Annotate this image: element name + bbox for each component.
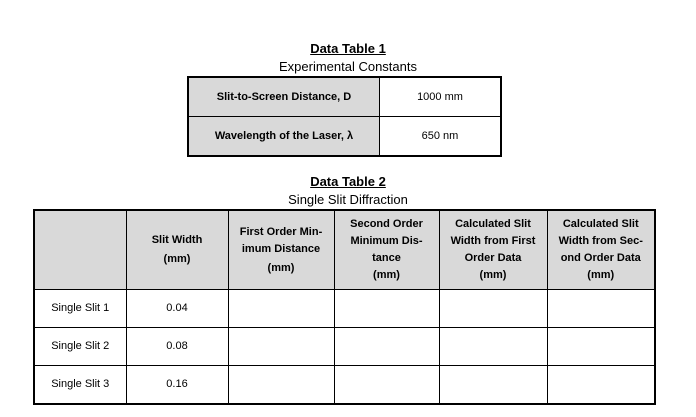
header-unit: (mm) [267,261,295,274]
row-label: Single Slit 1 [34,290,126,328]
table-row [34,328,655,366]
second-order-min-cell[interactable] [334,366,439,405]
calc-second-order-cell[interactable] [547,328,655,366]
header-text: imum Distance [241,242,321,255]
column-header-blank [34,210,126,290]
header-unit: (mm) [373,269,400,281]
table-row [34,290,655,328]
calc-second-order-cell[interactable] [547,290,655,328]
column-header-second-order-min [334,210,439,290]
slit-to-screen-distance-value[interactable]: 1000 mm [380,77,502,117]
header-text: Minimum Dis- [350,235,423,247]
table-row [188,117,501,157]
second-order-min-cell[interactable] [334,328,439,366]
calc-first-order-cell[interactable] [439,290,547,328]
header-text: Calculated Slit [562,218,639,230]
table1-heading: Data Table 1 [310,41,386,56]
first-order-min-cell[interactable] [228,366,334,405]
header-text: Slit Width [151,234,203,246]
header-row [34,210,655,290]
header-unit: (mm) [587,269,615,281]
calc-first-order-cell[interactable] [439,366,547,405]
row-label: Single Slit 2 [34,328,126,366]
calc-second-order-cell[interactable] [547,366,655,405]
header-text: First Order Min- [239,225,323,238]
slit-to-screen-distance-label: Slit-to-Screen Distance, D [188,77,380,117]
column-header-calc-second-order [547,210,655,290]
row-label: Single Slit 3 [34,366,126,405]
first-order-min-cell[interactable] [228,328,334,366]
header-text: ond Order Data [560,252,641,264]
column-header-calc-first-order [439,210,547,290]
header-text: Calculated Slit [455,218,531,230]
header-text: tance [372,252,401,264]
slit-width-cell[interactable]: 0.16 [126,366,228,405]
header-text: Width from First [450,235,536,247]
calc-first-order-cell[interactable] [439,328,547,366]
header-text: Width from Sec- [558,235,643,247]
first-order-min-cell[interactable] [228,290,334,328]
second-order-min-cell[interactable] [334,290,439,328]
table2-heading: Data Table 2 [310,174,386,189]
table-row [34,366,655,405]
header-unit: (mm) [163,253,191,265]
column-header-slit-width [126,210,228,290]
experimental-constants-table [187,76,502,157]
wavelength-value[interactable]: 650 nm [380,117,502,157]
single-slit-diffraction-table [33,209,656,405]
header-unit: (mm) [479,269,507,281]
slit-width-cell[interactable]: 0.08 [126,328,228,366]
table-row [188,77,501,117]
header-text: Order Data [464,252,522,264]
slit-width-cell[interactable]: 0.04 [126,290,228,328]
header-text: Second Order [350,218,423,230]
column-header-first-order-min [228,210,334,290]
table2-subtitle: Single Slit Diffraction [288,192,408,207]
wavelength-label: Wavelength of the Laser, λ [188,117,380,157]
table1-subtitle: Experimental Constants [278,59,417,74]
